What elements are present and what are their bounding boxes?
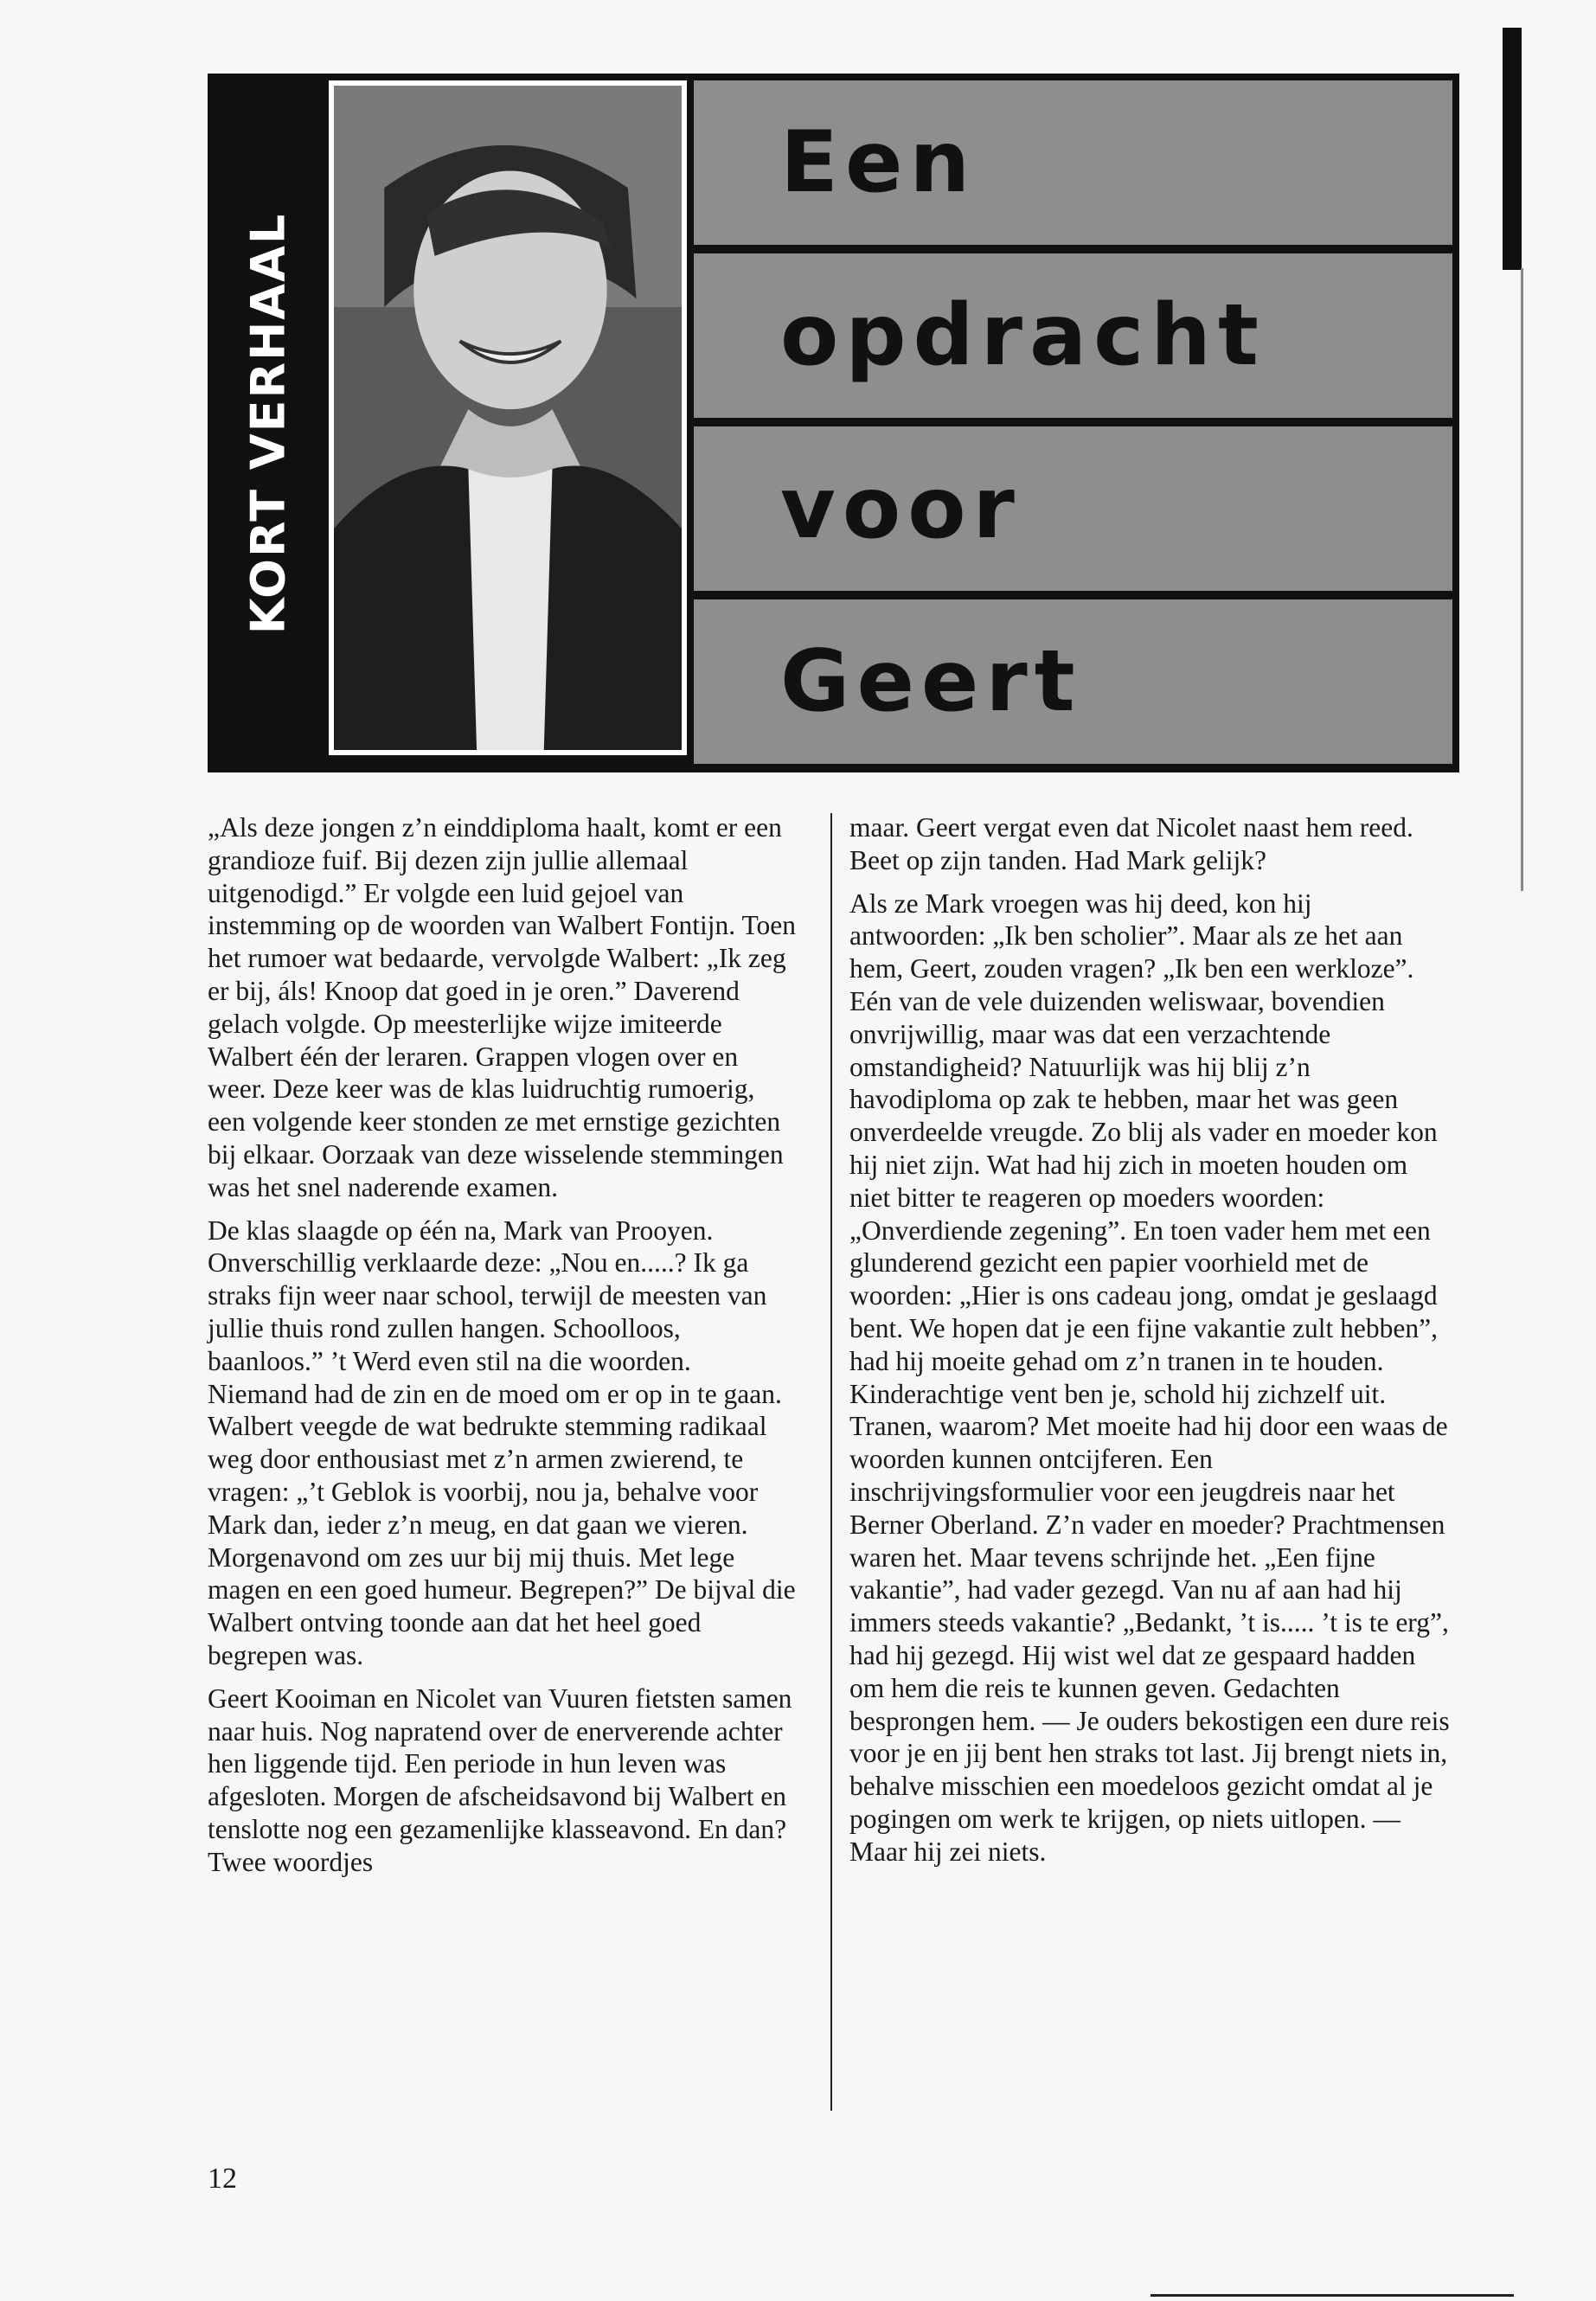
paragraph: De klas slaagde op één na, Mark van Prooyen. Onverschillig verklaarde deze: „Nou en.....? Ik ga straks fijn weer naar school, terwijl de meesten van jullie thuis rond zullen hangen. Schoolloos, baanloos.” ’t Werd even stil na die woorden. Niemand had de zin en de moed om er op in te gaan. Walbert veegde de wat bedrukte stemming radikaal weg door enthousiast met z’n armen zwierend, te vragen: „’t Geblok is voorbij, nou ja, behalve voor Mark dan, ieder z’n meug, en dat gaan we vieren. Morgenavond om zes uur bij mij thuis. Met lege magen en een goed humeur. Begrepen?” De bijval die Walbert ontving toonde aan dat het heel goed begrepen was. (208, 1215, 796, 1670)
margin-edge-line (1521, 268, 1523, 891)
paragraph: Geert Kooiman en Nicolet van Vuuren fietsten samen naar huis. Nog napratend over de enerverende achter hen liggende tijd. Een periode in hun leven was afgesloten. Morgen de afscheidsavond bij Walbert en tenslotte nog een gezamenlijke klasseavond. En dan? Twee woordjes (208, 1682, 792, 1877)
section-label-text: KORT VERHAAL (240, 212, 296, 634)
portrait-illustration (334, 86, 682, 750)
margin-edge-bar (1503, 28, 1522, 270)
right-column (849, 811, 1451, 1879)
article-header (208, 74, 1459, 772)
title-word-1: Een (694, 80, 1452, 245)
paragraph: „Als deze jongen z’n einddiploma haalt, komt er een grandioze fuif. Bij dezen zijn jullie allemaal uitgenodigd.” Er volgde een luid gejoel van instemming op de woorden van Walbert Fontijn. Toen het rumoer wat bedaarde, vervolgde Walbert: „Ik zeg er bij, áls! Knoop dat goed in je oren.” Daverend gelach volgde. Op meesterlijke wijze imiteerde Walbert één der leraren. Grappen vlogen over en weer. Deze keer was de klas luidruchtig rumoerig, een volgende keer stonden ze met ernstige gezichten bij elkaar. Oorzaak van deze wisselende stemmingen was het snel naderende examen. (208, 812, 797, 1202)
title-word-2: opdracht (694, 253, 1452, 418)
left-column (208, 811, 796, 1889)
section-label (208, 74, 329, 772)
portrait-photo (329, 80, 687, 755)
paragraph: maar. Geert vergat even dat Nicolet naast hem reed. Beet op zijn tanden. Had Mark gelijk? (849, 812, 1413, 875)
title-panel (694, 80, 1452, 766)
paragraph: Als ze Mark vroegen was hij deed, kon hij antwoorden: „Ik ben scholier”. Maar als ze het aan hem, Geert, zouden vragen? „Ik ben een werkloze”. Eén van de vele duizenden weliswaar, bovendien onvrijwillig, maar was dat een verzachtende omstandigheid? Natuurlijk was hij blij z’n havodiploma op zak te hebben, maar het was geen onverdeelde vreugde. Zo blij als vader en moeder kon hij niet zijn. Wat had hij zich in moeten houden om niet bitter te reageren op moeders woorden: „Onverdiende zegening”. En toen vader hem met een glunderend gezicht een papier voorhield met de woorden: „Hier is ons cadeau jong, omdat je geslaagd bent. We hopen dat je een fijne vakantie zult hebben”, had hij moeite gehad om z’n tranen in te houden. Kinderachtige vent ben je, schold hij zichzelf uit. Tranen, waarom? Met moeite had hij door een waas de woorden kunnen ontcijferen. Een inschrijvingsformulier voor een jeugdreis naar het Berner Oberland. Z’n vader en moeder? Prachtmensen waren het. Maar tevens schrijnde het. „Een fijne vakantie”, had vader gezegd. Van nu af aan had hij immers steeds vakantie? „Bedankt, ’t is..... ’t is te erg”, had hij gezegd. Hij wist wel dat ze gespaard hadden om hem die reis te kunnen geven. Gedachten besprongen hem. — Je ouders bekostigen een dure reis voor je en jij bent hen straks tot last. Jij brengt niets in, behalve misschien een moedeloos gezicht omdat al je pogingen om werk te krijgen, op niets uitlopen. — Maar hij zei niets. (849, 888, 1450, 1867)
title-word-3: voor (694, 426, 1452, 591)
column-divider (830, 813, 832, 2111)
bottom-rule (1151, 2294, 1514, 2297)
title-word-4: Geert (694, 599, 1452, 764)
page-number: 12 (208, 2163, 237, 2195)
